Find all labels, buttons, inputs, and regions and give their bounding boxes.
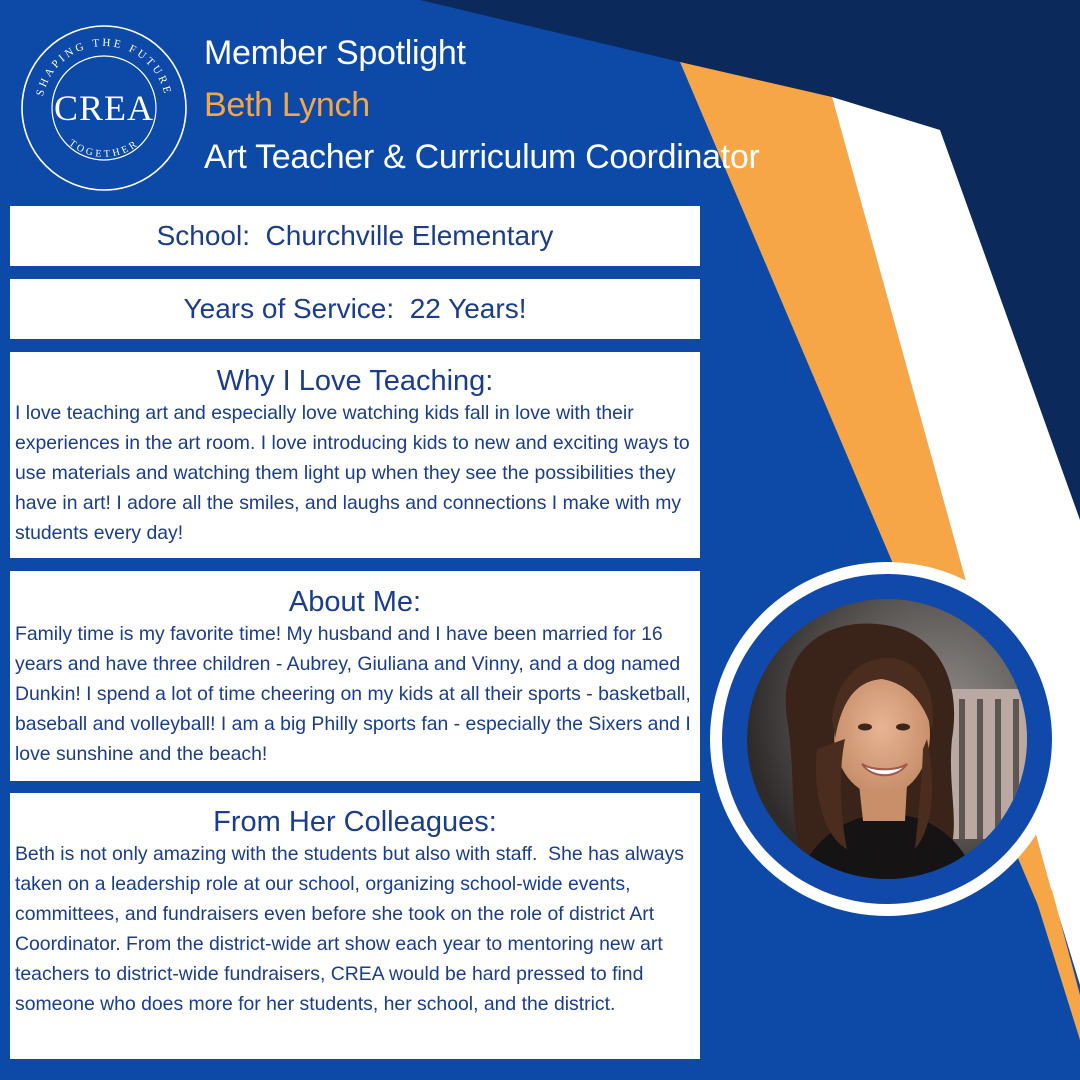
about-body: Family time is my favorite time! My husband and I have been married for 16 years and have three children - Aubrey, Giuliana and Vinny, and a dog named Dunkin! I spend a lot of time cheering on my kids at all their sports - basketball, baseball and volleyball! I am a big Philly sports fan - especially the Sixers and I love sunshine and the beach!: [15, 623, 691, 765]
member-name: Beth Lynch: [204, 86, 370, 124]
about-me-card: [10, 571, 700, 781]
why-i-love-teaching-card: [10, 352, 700, 558]
years-text: Years of Service: 22 Years!: [183, 293, 527, 324]
colleagues-title: From Her Colleagues:: [213, 806, 497, 838]
school-text: School: Churchville Elementary: [156, 220, 554, 251]
why-title: Why I Love Teaching:: [216, 365, 494, 397]
school-card: [10, 206, 700, 266]
colleagues-body: Beth is not only amazing with the students but also with staff. She has always taken on a leadership role at our school, organizing school-wide events, committees, and fundraisers even before she took on the role of district Art Coordinator. From the district-wide art show each year to mentoring new art teachers to district-wide fundraisers, CREA would be hard pressed to find someone who does more for her students, her school, and the district.: [15, 843, 690, 1015]
member-role: Art Teacher & Curriculum Coordinator: [204, 138, 760, 176]
member-portrait: [747, 599, 1027, 879]
why-body: I love teaching art and especially love watching kids fall in love with their experiences in the art room. I love introducing kids to new and exciting ways to use materials and watching them light up when they see the possibilities they have in art! I adore all the smiles, and laughs and connections I make with my students every day!: [15, 402, 690, 544]
crea-logo: [18, 22, 190, 194]
spotlight-heading: Member Spotlight: [204, 34, 466, 72]
logo-ring-top-text: SHAPING THE FUTURE: [34, 36, 174, 98]
logo-ring-bottom-text: TOGETHER: [66, 137, 142, 160]
years-card: [10, 279, 700, 339]
colleagues-card: [10, 793, 700, 1059]
about-title: About Me:: [288, 586, 422, 618]
logo-wordmark: CREA: [53, 88, 154, 128]
